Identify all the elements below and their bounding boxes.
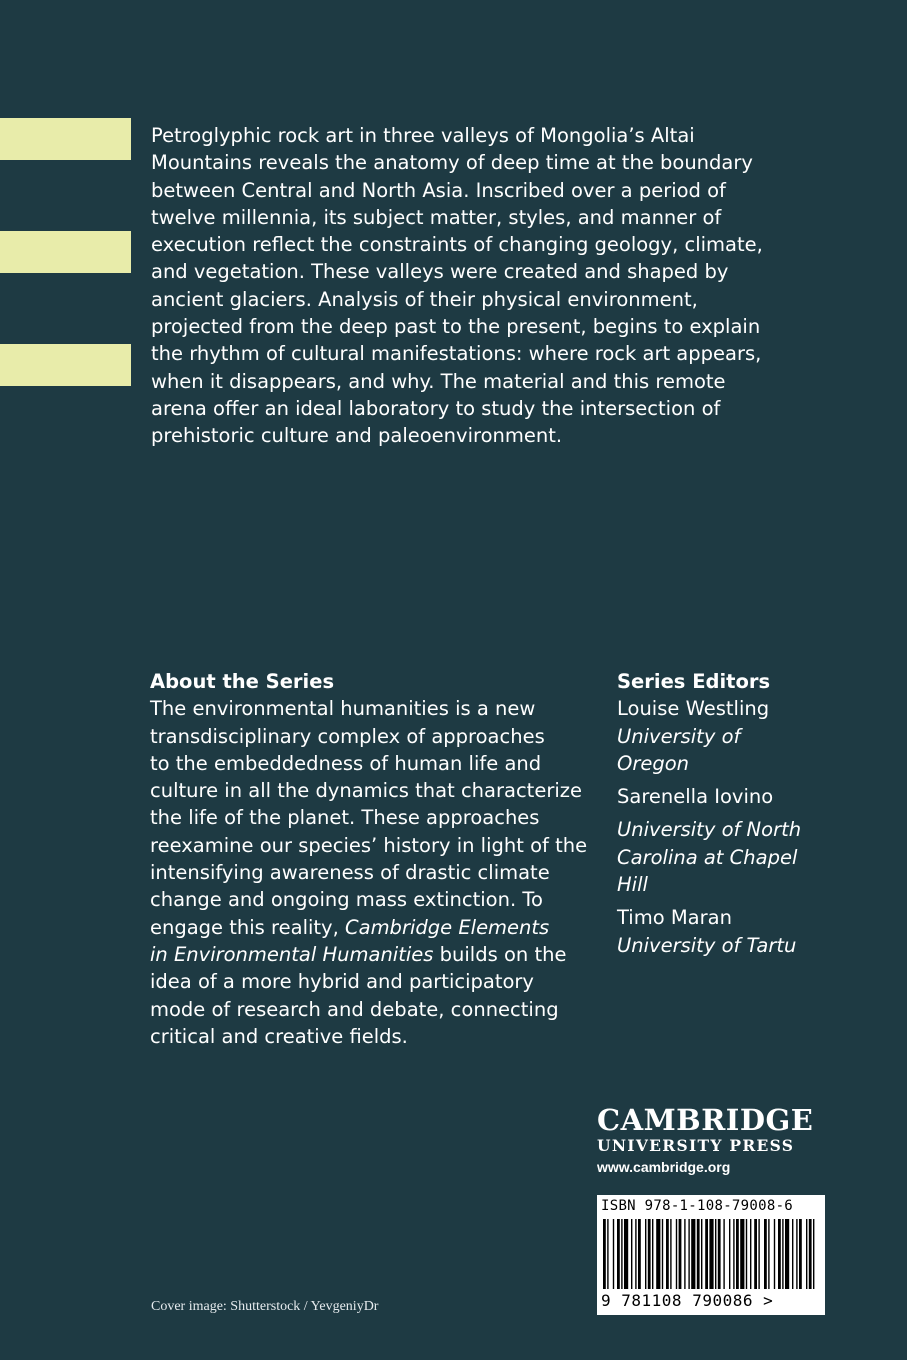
barcode-bar (607, 1219, 608, 1289)
publisher-logo (597, 1104, 827, 1178)
barcode-bar (799, 1219, 802, 1289)
description-line: Petroglyphic rock art in three valleys of Mongolia’s Altai (151, 124, 695, 147)
barcode-bar (736, 1219, 739, 1289)
editor-name: Sarenella Iovino (617, 785, 774, 809)
editor-name: Louise Westling (617, 697, 770, 721)
editor-affiliation: University of North (617, 818, 802, 842)
publisher-subtitle: UNIVERSITY PRESS (597, 1136, 795, 1155)
barcode-bar (691, 1219, 695, 1289)
barcode-bar (697, 1219, 700, 1289)
book-description (151, 122, 841, 450)
barcode-bar (701, 1219, 702, 1289)
barcode-bar (638, 1219, 641, 1289)
barcode-bar (729, 1219, 730, 1289)
isbn-number: ISBN 978-1-108-79008-6 (601, 1198, 794, 1214)
accent-bar-bottom (0, 344, 131, 386)
about-series-heading: About the Series (150, 670, 335, 693)
barcode-bar (648, 1219, 651, 1289)
series-editors-heading: Series Editors (617, 670, 771, 693)
barcode-bar (679, 1219, 682, 1289)
barcode-bar (684, 1219, 685, 1289)
barcode-digits: 9 781108 790086 > (601, 1291, 774, 1310)
barcode-bar (670, 1219, 671, 1289)
barcode-bar (792, 1219, 793, 1289)
barcode-bars (601, 1219, 821, 1291)
accent-bar-top (0, 118, 131, 160)
accent-bar-middle (0, 231, 131, 273)
description-line: ancient glaciers. Analysis of their physical environment, (151, 287, 698, 311)
about-series-line (150, 941, 620, 968)
barcode-bar (715, 1219, 716, 1289)
barcode-bar (635, 1219, 636, 1289)
description-line: and vegetation. These valleys were created and shaped by (151, 260, 729, 284)
editor-entry (617, 695, 867, 777)
editor-entry (617, 783, 867, 898)
about-series-line: transdisciplinary complex of approaches (150, 724, 545, 748)
barcode-bar (764, 1219, 767, 1289)
barcode-bar (733, 1219, 734, 1289)
about-series-line (150, 914, 620, 941)
editor-affiliation: University of Tartu (617, 933, 797, 957)
publisher-name: CAMBRIDGE (597, 1103, 814, 1137)
barcode-bar (666, 1219, 669, 1289)
barcode-bar (652, 1219, 653, 1289)
barcode-bar (603, 1219, 606, 1289)
description-line: projected from the deep past to the present, begins to explain (151, 315, 761, 339)
barcode-bar (746, 1219, 747, 1289)
barcode-bar (750, 1219, 751, 1289)
description-line: between Central and North Asia. Inscribed over a period of (151, 178, 726, 202)
barcode-bar (656, 1219, 660, 1289)
about-series-text: builds on the (433, 942, 567, 966)
about-series-line: to the embeddedness of human life and (150, 751, 542, 775)
description-line: twelve millennia, its subject matter, styles, and manner of (151, 205, 722, 229)
about-series-line: mode of research and debate, connecting (150, 997, 559, 1021)
barcode-bar (723, 1219, 724, 1289)
about-series-line: The environmental humanities is a new (150, 697, 536, 721)
barcode-bar (785, 1219, 789, 1289)
barcode-bar (621, 1219, 622, 1289)
about-series-line: culture in all the dynamics that characterize (150, 779, 582, 803)
about-the-series (150, 668, 620, 1050)
isbn-barcode (597, 1195, 825, 1315)
description-line: the rhythm of cultural manifestations: where rock art appears, (151, 342, 762, 366)
barcode-bar (617, 1219, 620, 1289)
cover-image-credit: Cover image: Shutterstock / YevgeniyDr (151, 1299, 379, 1314)
series-editors (617, 668, 867, 965)
about-series-line: critical and creative fields. (150, 1024, 408, 1048)
barcode-bar (740, 1219, 744, 1289)
barcode-bar (705, 1219, 708, 1289)
editor-affiliation: Hill (617, 873, 648, 897)
barcode-bar (613, 1219, 614, 1289)
barcode-bar (662, 1219, 663, 1289)
barcode-bar (768, 1219, 769, 1289)
description-line: arena offer an ideal laboratory to study the intersection of (151, 396, 721, 420)
barcode-bar (624, 1219, 628, 1289)
barcode-bar (796, 1219, 797, 1289)
barcode-bar (631, 1219, 632, 1289)
barcode-bar (758, 1219, 759, 1289)
barcode-bar (806, 1219, 807, 1289)
about-series-text: engage this reality, (150, 915, 345, 939)
about-series-line: reexamine our species’ history in light of the (150, 833, 588, 857)
barcode-bar (782, 1219, 783, 1289)
series-title-italic: in Environmental Humanities (150, 942, 434, 966)
about-series-line: intensifying awareness of drastic climate (150, 861, 550, 885)
editor-affiliation: Oregon (617, 751, 690, 775)
barcode-bar (645, 1219, 646, 1289)
barcode-bar (778, 1219, 781, 1289)
editor-name: Timo Maran (617, 906, 732, 930)
barcode-bar (774, 1219, 775, 1289)
editor-affiliation: University of (617, 724, 741, 748)
about-series-line: idea of a more hybrid and participatory (150, 970, 534, 994)
publisher-url: www.cambridge.org (597, 1159, 731, 1175)
description-line: when it disappears, and why. The material and this remote (151, 369, 726, 393)
about-series-line: change and ongoing mass extinction. To (150, 888, 543, 912)
description-line: execution reflect the constraints of changing geology, climate, (151, 233, 763, 257)
barcode-bar (718, 1219, 721, 1289)
barcode-bar (813, 1219, 814, 1289)
editor-affiliation: Carolina at Chapel (617, 845, 798, 869)
barcode-bar (709, 1219, 713, 1289)
about-series-line: the life of the planet. These approaches (150, 806, 540, 830)
description-line: prehistoric culture and paleoenvironment. (151, 424, 563, 448)
barcode-bar (676, 1219, 677, 1289)
description-line: Mountains reveals the anatomy of deep time at the boundary (151, 151, 753, 175)
barcode-bar (754, 1219, 757, 1289)
barcode-bar (688, 1219, 689, 1289)
series-title-italic: Cambridge Elements (345, 915, 550, 939)
barcode-bar (809, 1219, 812, 1289)
editor-entry (617, 904, 867, 959)
